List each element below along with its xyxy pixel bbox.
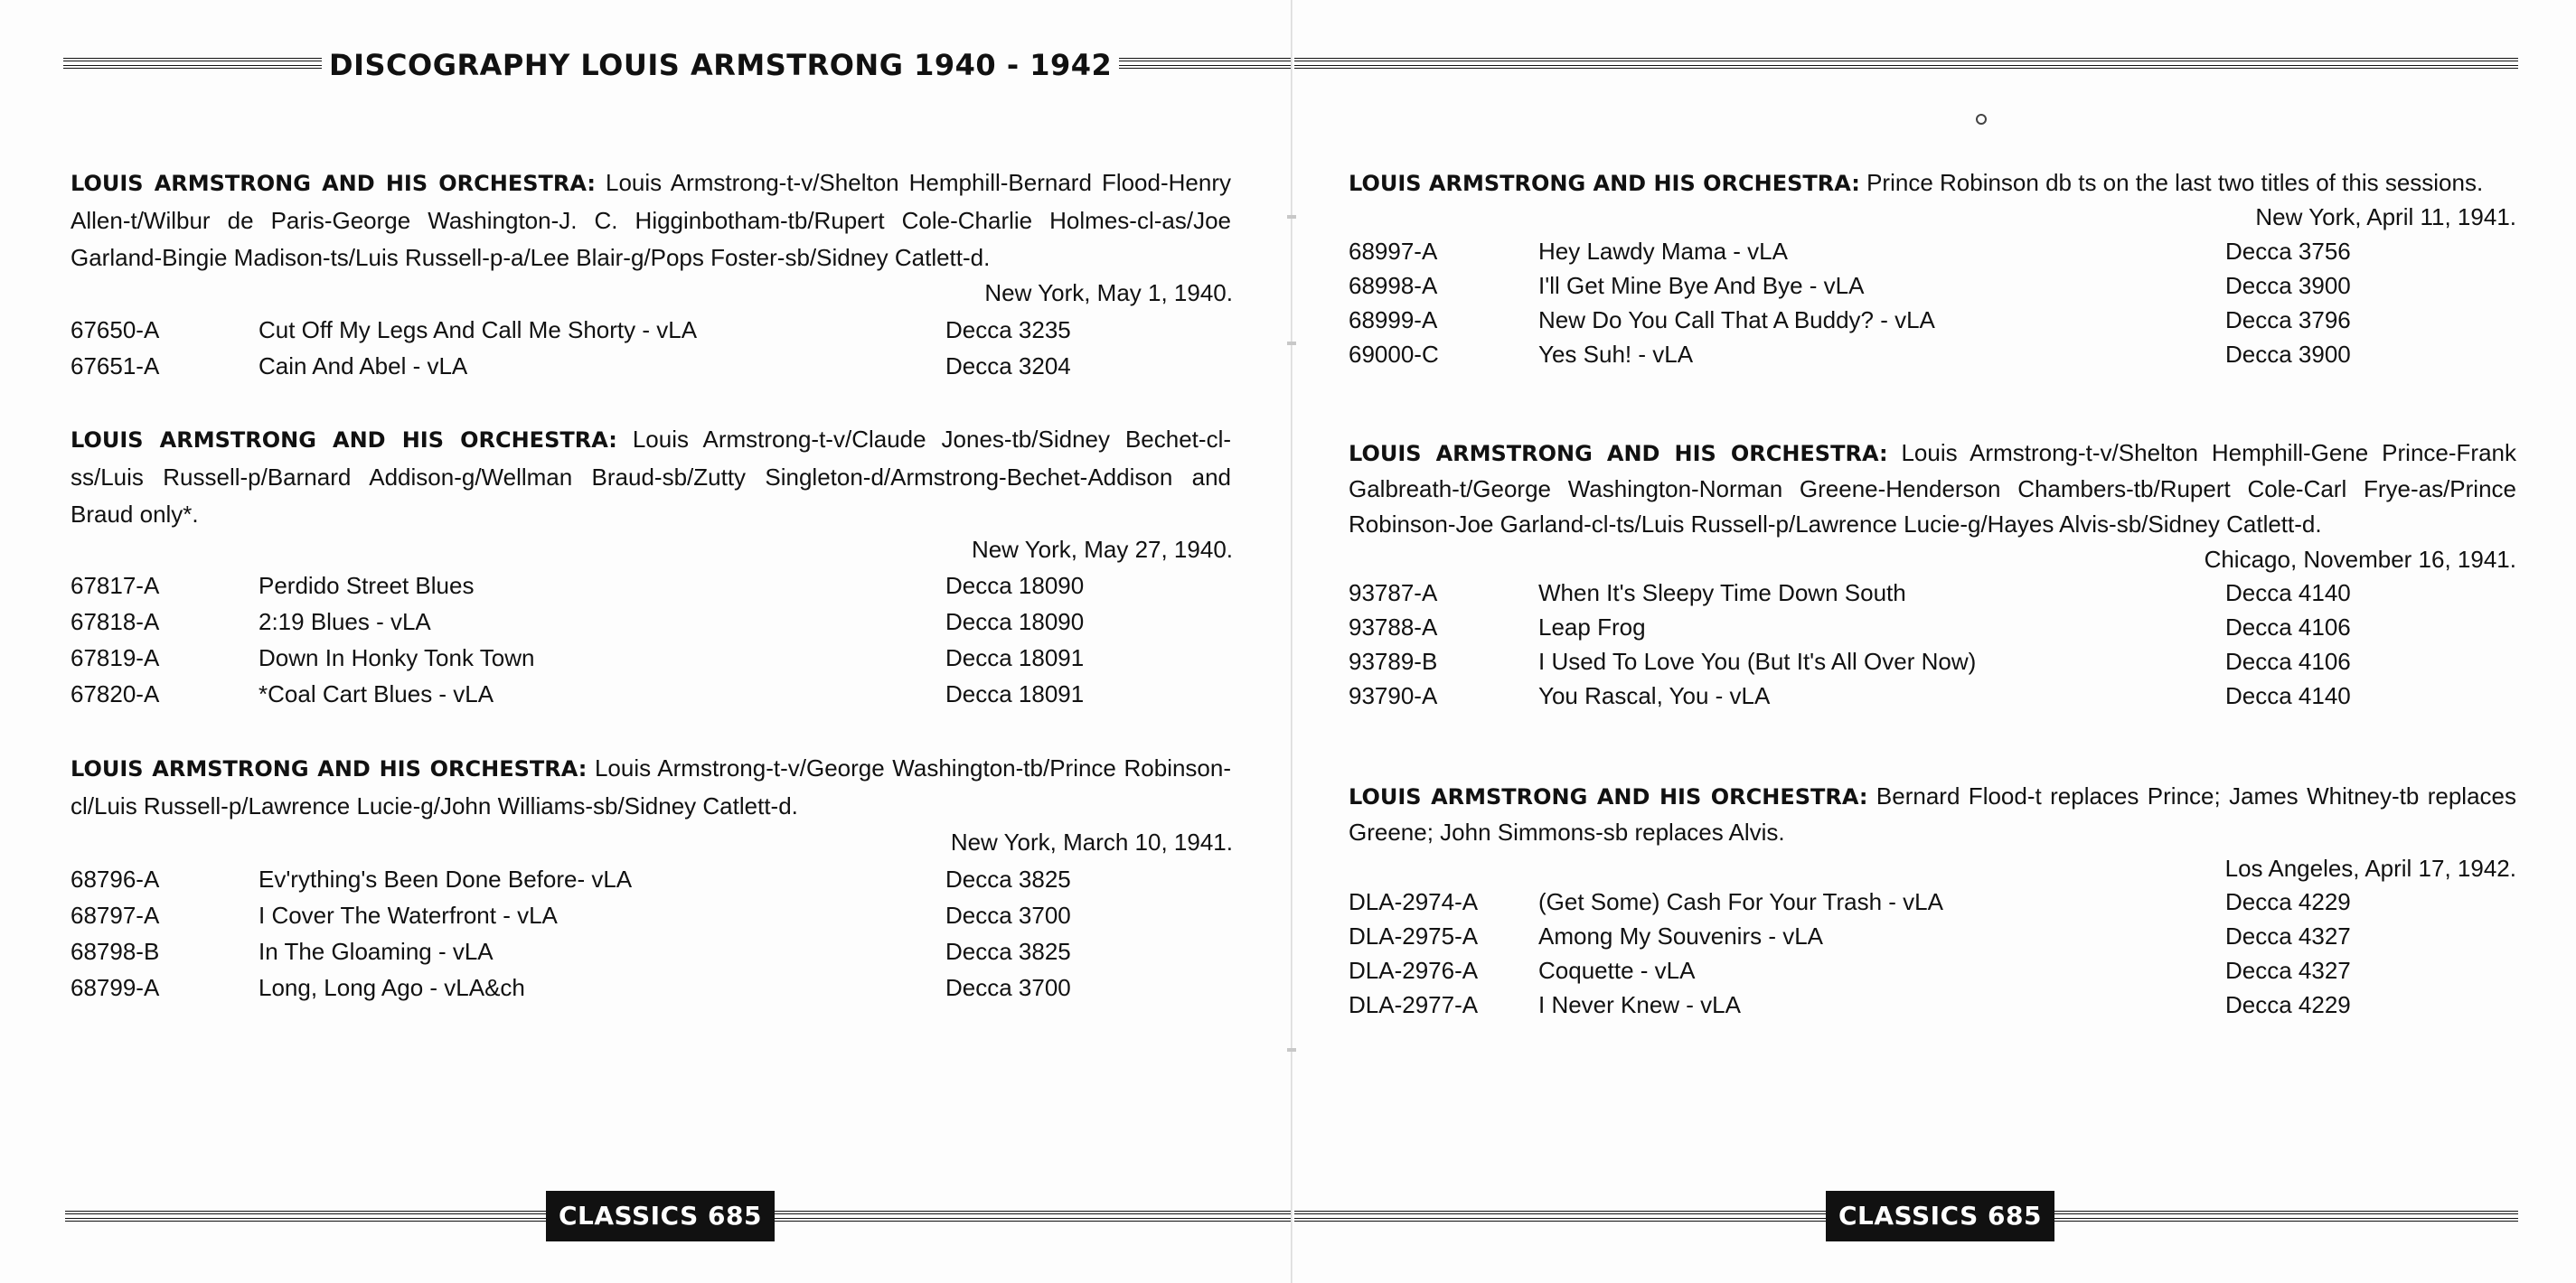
- matrix-number: 68999-A: [1349, 306, 1438, 333]
- issue-number: Decca 3204: [945, 352, 1071, 379]
- matrix-number: 67820-A: [71, 680, 160, 707]
- page-fold: [1291, 0, 1293, 1283]
- track-row: [1349, 679, 2351, 713]
- matrix-number: 68796-A: [71, 866, 160, 893]
- issue-number: Decca 4327: [2225, 957, 2351, 984]
- track-table: [1349, 234, 2351, 371]
- band-name: LOUIS ARMSTRONG AND HIS ORCHESTRA:: [71, 756, 588, 782]
- track-title: Coquette - vLA: [1538, 957, 1696, 984]
- matrix-number: 67818-A: [71, 608, 160, 635]
- track-title: Ev'rything's Been Done Before- vLA: [259, 866, 633, 893]
- issue-number: Decca 3825: [945, 866, 1071, 893]
- track-row: [71, 604, 1084, 640]
- issue-number: Decca 3825: [945, 938, 1071, 965]
- issue-number: Decca 18091: [945, 644, 1085, 671]
- track-title: I Cover The Waterfront - vLA: [259, 902, 558, 929]
- band-name: LOUIS ARMSTRONG AND HIS ORCHESTRA:: [1349, 441, 1888, 466]
- personnel: Bernard Flood-t replaces Prince; James Whitney-tb replaces Greene; John Simmons-sb replaces Alvis.: [1349, 782, 2516, 846]
- issue-number: Decca 3235: [945, 316, 1071, 343]
- session-block: [1349, 164, 2516, 202]
- track-row: [71, 933, 1071, 969]
- track-title: Cut Off My Legs And Call Me Shorty - vLA: [259, 316, 698, 343]
- matrix-number: 68799-A: [71, 974, 160, 1001]
- page-title: DISCOGRAPHY LOUIS ARMSTRONG 1940 - 1942: [322, 43, 1119, 87]
- track-row: [71, 640, 1084, 676]
- track-title: 2:19 Blues - vLA: [259, 608, 431, 635]
- track-row: [1349, 644, 2351, 679]
- issue-number: Decca 4327: [2225, 922, 2351, 950]
- track-row: [71, 897, 1071, 933]
- track-title: Long, Long Ago - vLA&ch: [259, 974, 525, 1001]
- matrix-number: 67651-A: [71, 352, 160, 379]
- place-date: New York, March 10, 1941.: [950, 829, 1233, 856]
- track-row: [71, 676, 1084, 712]
- track-row: [1349, 953, 2351, 988]
- session-block: [71, 421, 1231, 533]
- track-row: [71, 567, 1084, 604]
- matrix-number: 69000-C: [1349, 341, 1439, 368]
- track-title: Hey Lawdy Mama - vLA: [1538, 238, 1788, 265]
- place-date: Los Angeles, April 17, 1942.: [2224, 855, 2516, 882]
- place-date: New York, April 11, 1941.: [2255, 203, 2516, 230]
- personnel: Louis Armstrong-t-v/Shelton Hemphill-Bernard Flood-Henry Allen-t/Wilbur de Paris-George Washington-J. C. Higginbotham-tb/Rupert Cole-Charlie Holmes-cl-as/Joe Garland-Bingie Madison-ts/Luis Russell-p-a/Lee Blair-g/Pops Foster-sb/Sidney Catlett-d.: [71, 169, 1231, 271]
- track-row: [1349, 234, 2351, 268]
- issue-number: Decca 4106: [2225, 613, 2351, 641]
- track-row: [1349, 610, 2351, 644]
- catalog-badge: CLASSICS 685: [1826, 1191, 2054, 1241]
- issue-number: Decca 4229: [2225, 991, 2351, 1018]
- band-name: LOUIS ARMSTRONG AND HIS ORCHESTRA:: [1349, 784, 1868, 810]
- issue-number: Decca 3796: [2225, 306, 2351, 333]
- session-block: [71, 750, 1231, 825]
- issue-number: Decca 3900: [2225, 341, 2351, 368]
- place-date: New York, May 27, 1940.: [971, 536, 1233, 563]
- matrix-number: DLA-2977-A: [1349, 991, 1479, 1018]
- track-title: In The Gloaming - vLA: [259, 938, 494, 965]
- issue-number: Decca 4140: [2225, 579, 2351, 606]
- issue-number: Decca 4229: [2225, 888, 2351, 915]
- issue-number: Decca 18091: [945, 680, 1085, 707]
- matrix-number: 67819-A: [71, 644, 160, 671]
- session-block: [1349, 435, 2516, 542]
- track-title: New Do You Call That A Buddy? - vLA: [1538, 306, 1935, 333]
- matrix-number: DLA-2975-A: [1349, 922, 1479, 950]
- track-title: Leap Frog: [1538, 613, 1646, 641]
- track-row: [71, 312, 1071, 348]
- personnel: Louis Armstrong-t-v/Shelton Hemphill-Gene Prince-Frank Galbreath-t/George Washington-Norman Greene-Henderson Chambers-tb/Rupert Cole-Carl Frye-as/Prince Robinson-Joe Garland-cl-ts/Luis Russell-p/Lawrence Lucie-g/Hayes Alvis-sb/Sidney Catlett-d.: [1349, 439, 2516, 538]
- matrix-number: 67650-A: [71, 316, 160, 343]
- track-row: [1349, 885, 2351, 919]
- track-title: *Coal Cart Blues - vLA: [259, 680, 494, 707]
- registration-mark: [1976, 114, 1987, 125]
- band-name: LOUIS ARMSTRONG AND HIS ORCHESTRA:: [71, 427, 617, 453]
- matrix-number: 68797-A: [71, 902, 160, 929]
- track-title: I Used To Love You (But It's All Over Now): [1538, 648, 1977, 675]
- track-row: [1349, 576, 2351, 610]
- matrix-number: 68798-B: [71, 938, 160, 965]
- right-page: [1294, 0, 2576, 1283]
- issue-number: Decca 18090: [945, 572, 1085, 599]
- session-block: [71, 164, 1231, 276]
- catalog-badge: CLASSICS 685: [546, 1191, 775, 1241]
- track-title: I'll Get Mine Bye And Bye - vLA: [1538, 272, 1865, 299]
- matrix-number: 93788-A: [1349, 613, 1438, 641]
- track-table: [71, 861, 1071, 1006]
- track-row: [71, 969, 1071, 1006]
- track-row: [1349, 303, 2351, 337]
- track-table: [1349, 576, 2351, 713]
- track-title: Among My Souvenirs - vLA: [1538, 922, 1824, 950]
- personnel: Prince Robinson db ts on the last two titles of this sessions.: [1866, 169, 2484, 196]
- track-title: I Never Knew - vLA: [1538, 991, 1741, 1018]
- band-name: LOUIS ARMSTRONG AND HIS ORCHESTRA:: [71, 171, 596, 196]
- issue-number: Decca 18090: [945, 608, 1085, 635]
- matrix-number: 67817-A: [71, 572, 160, 599]
- track-title: When It's Sleepy Time Down South: [1538, 579, 1906, 606]
- track-table: [1349, 885, 2351, 1022]
- track-row: [1349, 337, 2351, 371]
- issue-number: Decca 3700: [945, 974, 1071, 1001]
- matrix-number: 68997-A: [1349, 238, 1438, 265]
- track-row: [71, 348, 1071, 384]
- matrix-number: 93789-B: [1349, 648, 1438, 675]
- track-title: Cain And Abel - vLA: [259, 352, 468, 379]
- matrix-number: 68998-A: [1349, 272, 1438, 299]
- place-date: Chicago, November 16, 1941.: [2204, 546, 2516, 573]
- session-block: [1349, 779, 2516, 850]
- track-table: [71, 312, 1071, 384]
- matrix-number: DLA-2974-A: [1349, 888, 1479, 915]
- matrix-number: 93790-A: [1349, 682, 1438, 709]
- track-row: [1349, 919, 2351, 953]
- track-title: (Get Some) Cash For Your Trash - vLA: [1538, 888, 1943, 915]
- matrix-number: DLA-2976-A: [1349, 957, 1479, 984]
- track-title: You Rascal, You - vLA: [1538, 682, 1771, 709]
- personnel: Louis Armstrong-t-v/George Washington-tb/Prince Robinson-cl/Luis Russell-p/Lawrence Lucie-g/John Williams-sb/Sidney Catlett-d.: [71, 754, 1232, 819]
- track-title: Yes Suh! - vLA: [1538, 341, 1694, 368]
- track-title: Perdido Street Blues: [259, 572, 475, 599]
- issue-number: Decca 4140: [2225, 682, 2351, 709]
- issue-number: Decca 3700: [945, 902, 1071, 929]
- track-title: Down In Honky Tonk Town: [259, 644, 535, 671]
- matrix-number: 93787-A: [1349, 579, 1438, 606]
- band-name: LOUIS ARMSTRONG AND HIS ORCHESTRA:: [1349, 171, 1860, 196]
- personnel: Louis Armstrong-t-v/Claude Jones-tb/Sidney Bechet-cl-ss/Luis Russell-p/Barnard Addison-g/Wellman Braud-sb/Zutty Singleton-d/Armstrong-Bechet-Addison and Braud only*.: [71, 426, 1232, 528]
- track-row: [1349, 268, 2351, 303]
- track-row: [1349, 988, 2351, 1022]
- track-row: [71, 861, 1071, 897]
- issue-number: Decca 4106: [2225, 648, 2351, 675]
- track-table: [71, 567, 1084, 712]
- header-rule: [1294, 58, 2518, 69]
- issue-number: Decca 3900: [2225, 272, 2351, 299]
- place-date: New York, May 1, 1940.: [984, 279, 1233, 306]
- issue-number: Decca 3756: [2225, 238, 2351, 265]
